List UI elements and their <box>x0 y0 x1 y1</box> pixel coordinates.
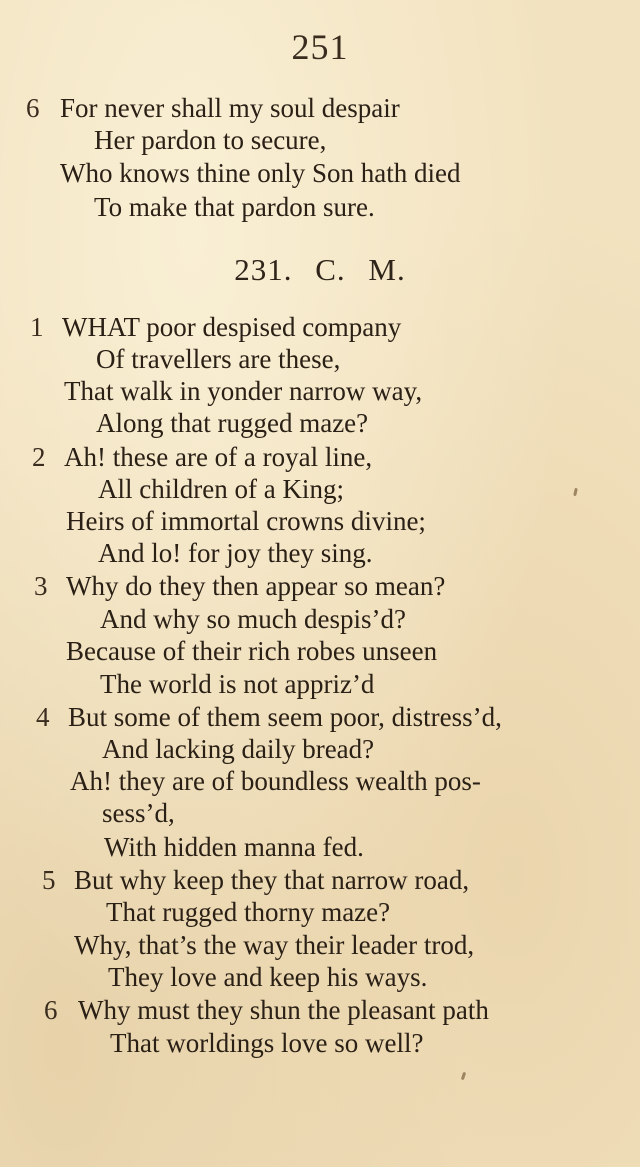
verse-line: Along that rugged maze? <box>96 408 369 438</box>
verse-line: But why keep they that narrow road, <box>74 865 470 895</box>
verse-line: Ah! they are of boundless wealth pos- <box>70 766 481 796</box>
verse-line: With hidden manna fed. <box>104 832 364 862</box>
verse-line: And why so much despis’d? <box>100 604 406 634</box>
hymn-heading: 231. C. M. <box>234 252 406 287</box>
verse-line: That worldings love so well? <box>110 1028 424 1058</box>
verse-line: And lacking daily bread? <box>102 734 375 764</box>
verse-line: That walk in yonder narrow way, <box>64 376 423 406</box>
verse-line: To make that pardon sure. <box>94 192 375 222</box>
verse-line: Why, that’s the way their leader trod, <box>74 930 475 960</box>
stanza-number: 3 <box>34 571 48 601</box>
print-speck <box>573 488 578 496</box>
stanza-number: 5 <box>42 865 56 895</box>
verse-line: But some of them seem poor, distress’d, <box>68 702 502 732</box>
verse-line: Why must they shun the pleasant path <box>78 995 489 1025</box>
stanza-number: 1 <box>30 312 44 342</box>
verse-line: WHAT poor despised company <box>62 312 402 342</box>
verse-line: And lo! for joy they sing. <box>98 538 373 568</box>
verse-line: Why do they then appear so mean? <box>66 571 446 601</box>
verse-line: Because of their rich robes unseen <box>66 636 438 666</box>
stanza-number: 4 <box>36 702 50 732</box>
verse-line: Ah! these are of a royal line, <box>64 442 373 472</box>
verse-line: Her pardon to secure, <box>94 125 327 155</box>
verse-line: Who knows thine only Son hath died <box>60 158 461 188</box>
verse-line: Heirs of immortal crowns divine; <box>66 506 426 536</box>
verse-line: sess’d, <box>102 798 175 828</box>
verse-line: Of travellers are these, <box>96 344 341 374</box>
page-number: 251 <box>291 27 349 67</box>
verse-line: All children of a King; <box>98 474 344 504</box>
verse-line: They love and keep his ways. <box>108 962 428 992</box>
stanza-number: 6 <box>26 93 40 123</box>
stanza-number: 2 <box>32 442 46 472</box>
verse-line: The world is not appriz’d <box>100 669 375 699</box>
stanza-number: 6 <box>44 995 58 1025</box>
verse-line: For never shall my soul despair <box>60 93 400 123</box>
print-speck <box>461 1072 466 1081</box>
verse-line: That rugged thorny maze? <box>106 897 391 927</box>
